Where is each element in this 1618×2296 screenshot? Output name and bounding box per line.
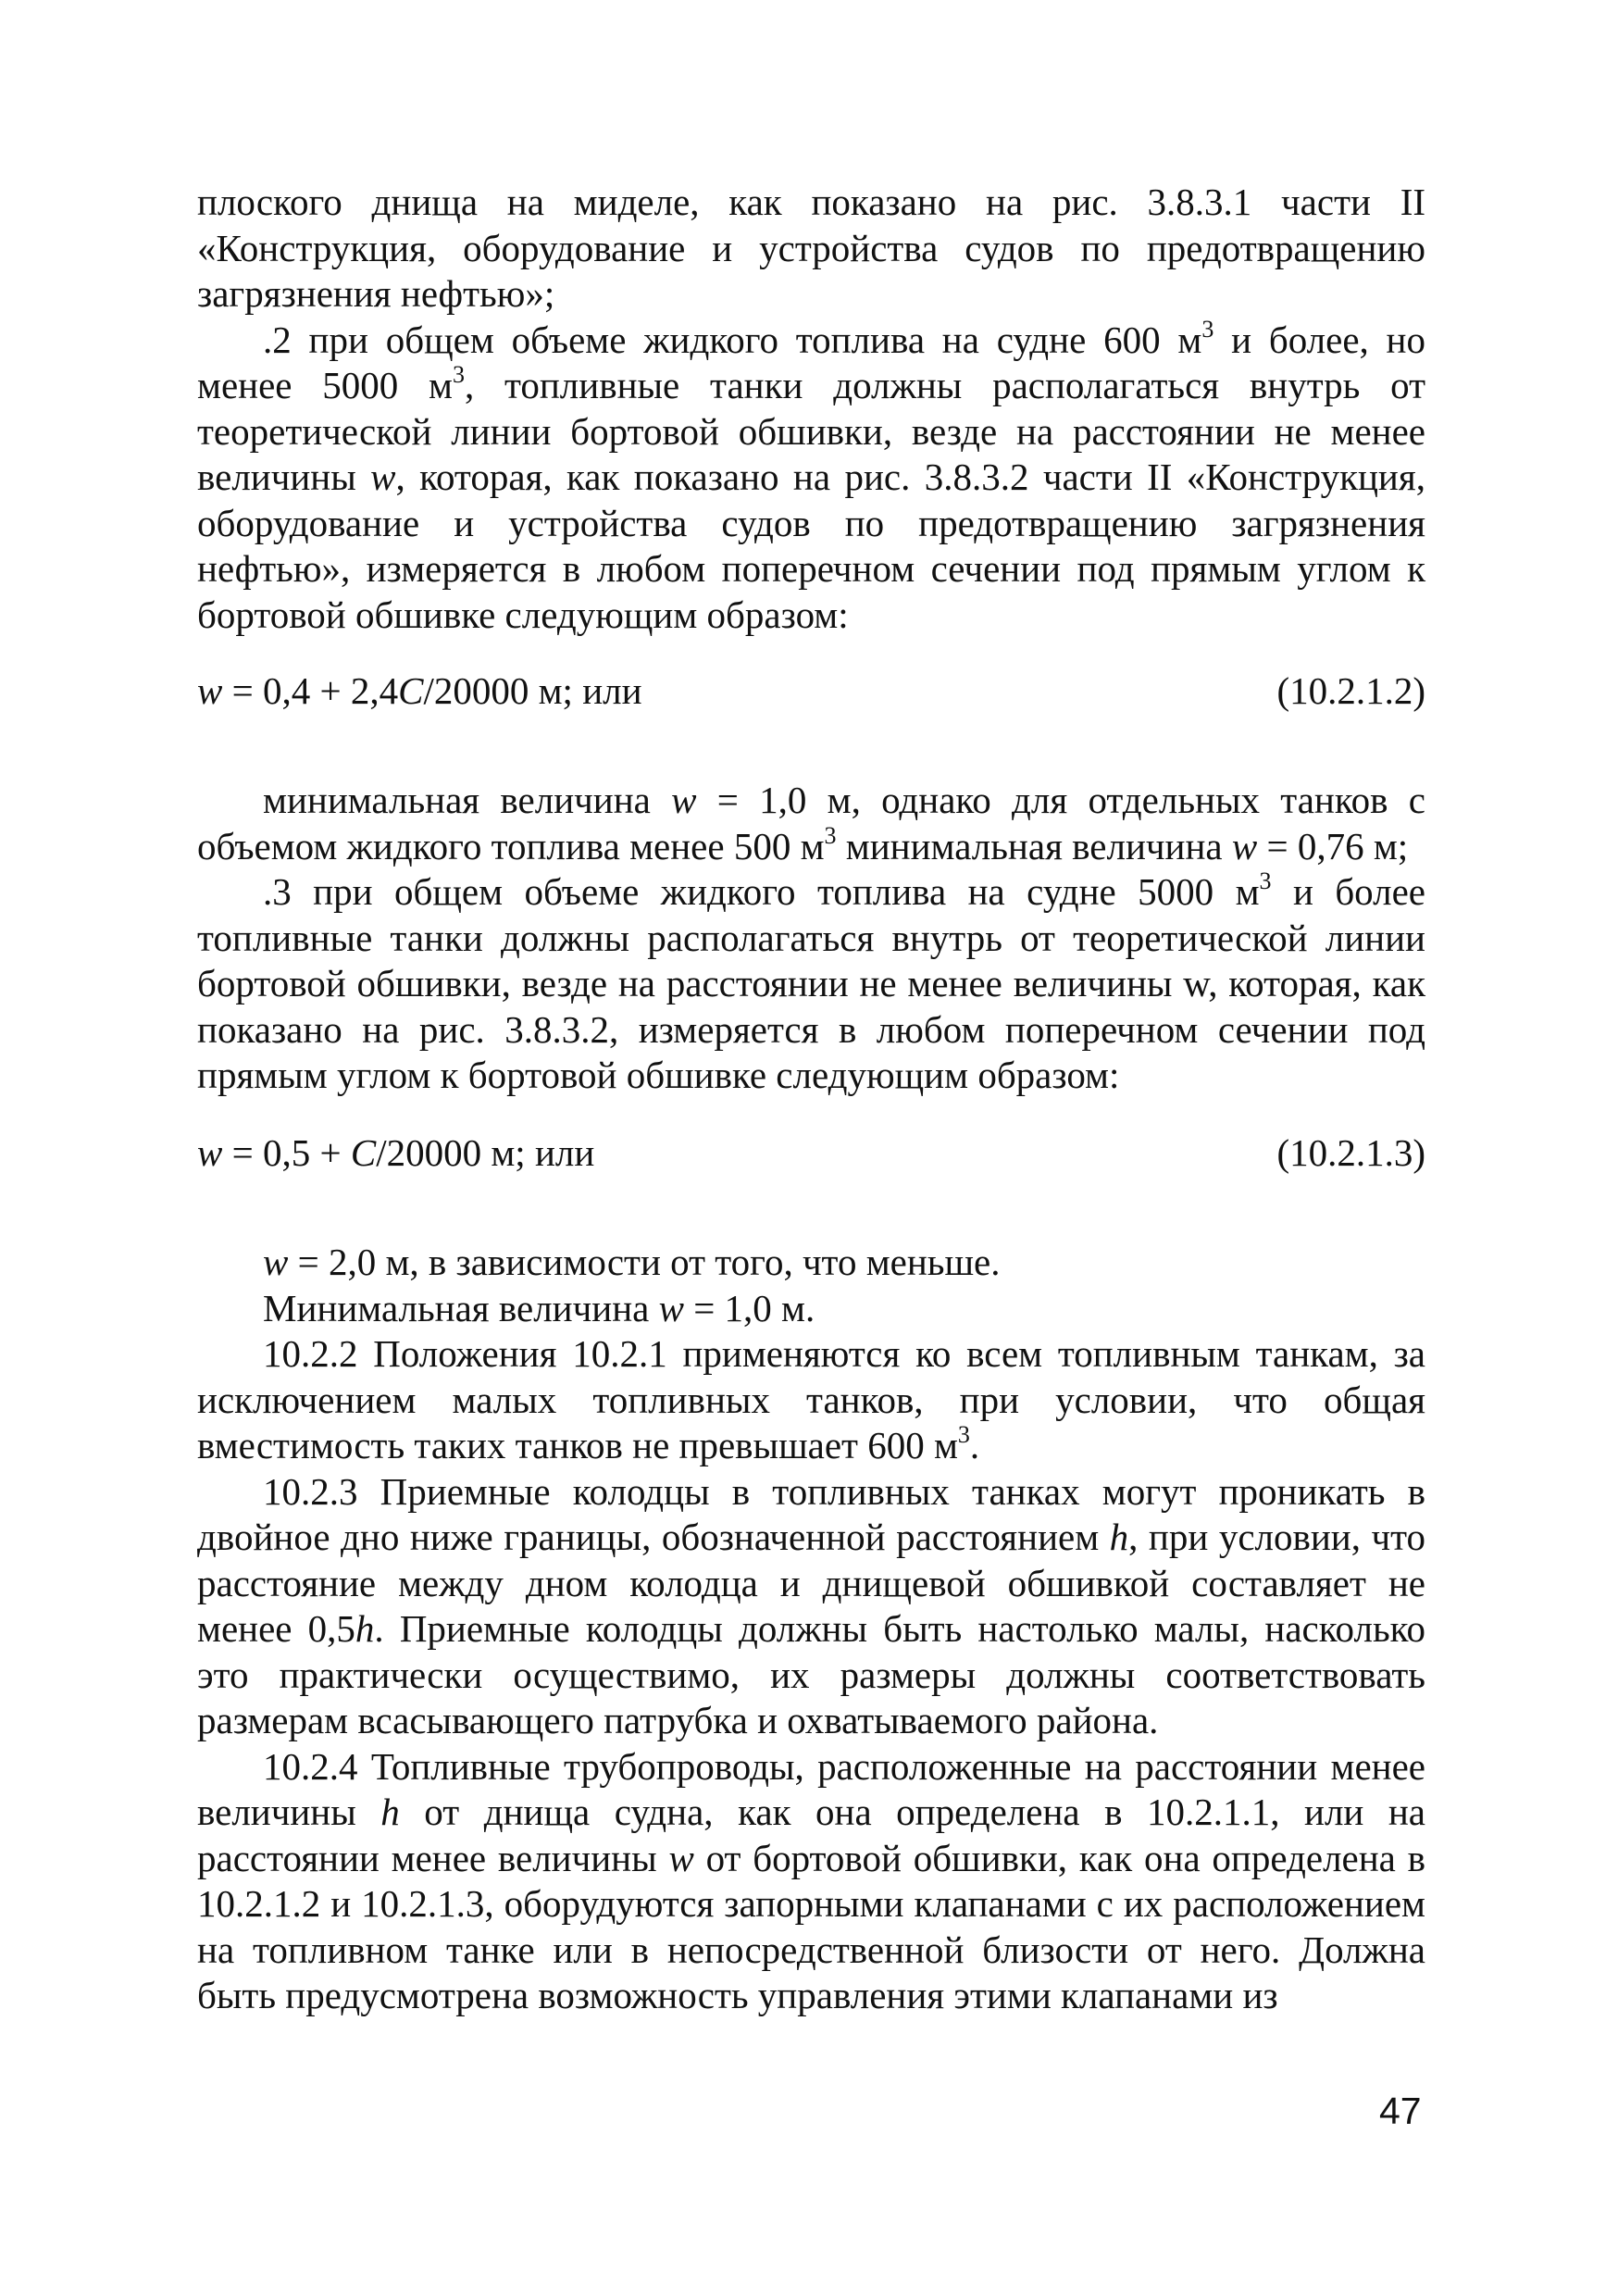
variable-w: w [668, 1836, 694, 1879]
formula-number: (10.2.1.2) [1276, 669, 1425, 712]
paragraph-continuation [197, 180, 1425, 318]
paragraph-text: . [969, 1424, 980, 1466]
formula-10-2-1-2 [197, 668, 1425, 715]
formula-10-2-1-3 [197, 1130, 1425, 1177]
paragraph-text: 10.2.4 Топливные трубопроводы, расположенные на расстоянии менее величины [197, 1744, 1425, 1833]
paragraph-10-2-4 [197, 1744, 1425, 2019]
paragraph-item-2 [197, 315, 1425, 639]
formula-expression [197, 668, 642, 715]
variable-w: w [671, 779, 697, 821]
paragraph-text: , при условии, что расстояние между дном колодца и днищевой обшивкой составляет не менее 0,5 [197, 1516, 1425, 1650]
paragraph-text: плоского днища на миделе, как показано на рис. 3.8.3.1 части II «Конструкция, оборудование и устройства судов по предотвращению загрязнения нефтью»; [197, 181, 1425, 315]
paragraph-10-2-2 [197, 1331, 1425, 1469]
superscript: 3 [1201, 315, 1214, 343]
variable-c: C [350, 1131, 377, 1174]
paragraph-text: 10.2.2 Положения 10.2.1 применяются ко всем топливным танкам, за исключением малых топливных танков, при условии, что общая вместимость таких танков не превышает 600 м [197, 1332, 1425, 1466]
paragraph-text: .2 при общем объеме жидкого топлива на судне 600 м [263, 318, 1202, 361]
variable-w: w [263, 1241, 289, 1283]
formula-text: = 0,4 + 2,4 [222, 669, 399, 712]
paragraph-10-2-3 [197, 1469, 1425, 1744]
variable-c: C [398, 669, 424, 712]
paragraph-text: и более топливные танки должны располагаться внутрь от теоретической линии бортовой обшивки, везде на расстоянии не менее величины w, которая, как показано на рис. 3.8.3.2, измеряется в любом поперечном сечении под прямым углом к бортовой обшивке следующим образом: [197, 870, 1425, 1096]
formula-text: /20000 м; или [423, 669, 642, 712]
paragraph-w-max [197, 1240, 1425, 1286]
superscript: 3 [957, 1421, 970, 1448]
formula-text: /20000 м; или [376, 1131, 595, 1174]
text-block-middle [197, 778, 1425, 1099]
paragraph-item-3 [197, 869, 1425, 1099]
variable-w: w [197, 669, 223, 712]
paragraph-text: минимальная величина [836, 824, 1232, 867]
variable-w: w [658, 1286, 684, 1329]
paragraph-text: 10.2.3 Приемные колодцы в топливных танках могут проникать в двойное дно ниже границы, обозначенной расстоянием [197, 1469, 1425, 1558]
paragraph-text: = 2,0 м, в зависимости от того, что меньше. [288, 1241, 1001, 1283]
paragraph-text: = 1,0 м, однако для отдельных танков с объемом жидкого топлива менее 500 м [197, 779, 1425, 867]
paragraph-text: от днища судна, как она определена в 10.2.1.1, или на расстоянии менее величины [197, 1791, 1426, 1879]
paragraph-text: минимальная величина [263, 779, 672, 821]
paragraph-text: , которая, как показано на рис. 3.8.3.2 части II «Конструкция, оборудование и устройства судов по предотвращению загрязнения нефтью», измеряется в любом поперечном сечении под прямым углом к бортовой обшивке следующим образом: [197, 455, 1425, 636]
superscript: 3 [824, 821, 837, 849]
paragraph-w-min [197, 1286, 1425, 1332]
paragraph-minimum [197, 778, 1425, 869]
variable-h: h [380, 1791, 400, 1833]
superscript: 3 [1259, 867, 1272, 894]
paragraph-text: и более, но менее 5000 м [197, 318, 1425, 406]
variable-h: h [1109, 1516, 1129, 1558]
paragraph-text: . Приемные колодцы должны быть настолько малы, насколько это практически осуществимо, их размеры должны соответствовать размерам всасывающего патрубка и охватываемого района. [197, 1607, 1426, 1741]
superscript: 3 [452, 361, 465, 388]
text-block-top [197, 180, 1425, 638]
page-number: 47 [1379, 2090, 1422, 2132]
variable-w: w [197, 1131, 223, 1174]
paragraph-text: , топливные танки должны располагаться внутрь от теоретической линии бортовой обшивки, везде на расстоянии не менее величины [197, 364, 1425, 498]
formula-text: = 0,5 + [222, 1131, 351, 1174]
variable-w: w [1231, 824, 1258, 867]
text-block-bottom [197, 1240, 1425, 2019]
formula-expression [197, 1130, 594, 1177]
paragraph-text: .3 при общем объеме жидкого топлива на судне 5000 м [263, 870, 1260, 913]
paragraph-text: = 1,0 м. [683, 1286, 815, 1329]
paragraph-text: = 0,76 м; [1257, 824, 1409, 867]
variable-w: w [370, 455, 396, 498]
variable-h: h [355, 1607, 375, 1650]
paragraph-text: Минимальная величина [263, 1286, 659, 1329]
paragraph-text: от бортовой обшивки, как она определена в 10.2.1.2 и 10.2.1.3, оборудуются запорными клапанами с их расположением на топливном танке или в непосредственной близости от него. Должна быть предусмотрена возможность управления этими клапанами из [197, 1836, 1425, 2016]
formula-number: (10.2.1.3) [1276, 1131, 1425, 1174]
